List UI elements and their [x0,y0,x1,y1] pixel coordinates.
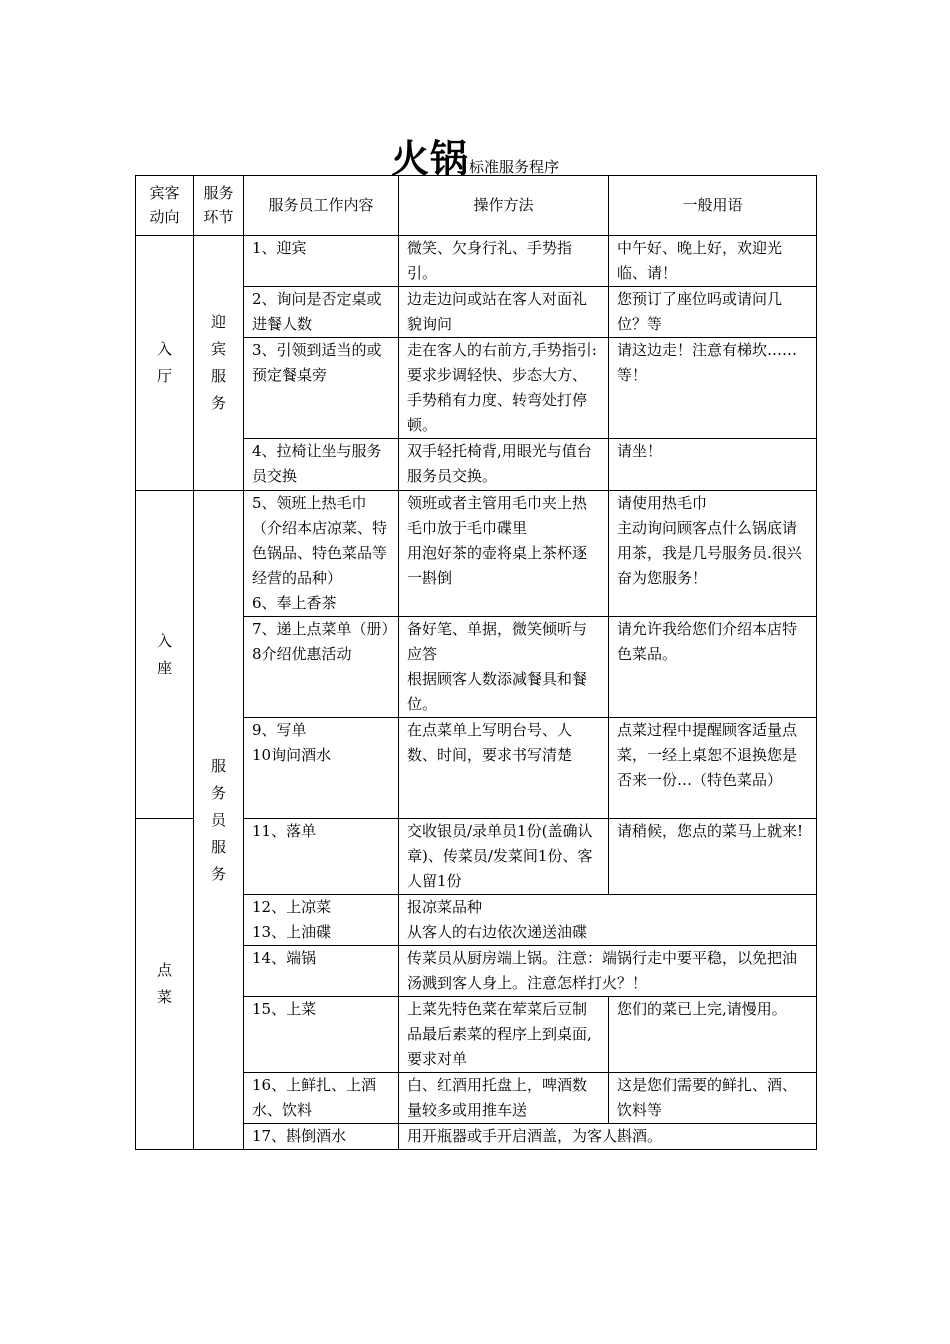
table-row [136,491,817,617]
row-method: 交收银员/录单员1份(盖确认章)、传菜员/发菜间1份、客人留1份 [399,819,609,895]
row-content-line: 8介绍优惠活动 [252,645,352,663]
row-method: 边走边问或站在客人对面礼貌询问 [399,287,609,338]
row-content: 14、端锅 [244,946,399,997]
row-phrase: 您预订了座位吗或请问几位？等 [609,287,817,338]
row-method-wide [399,895,817,946]
service-procedure-table [135,175,817,1150]
row-method-line: 从客人的右边依次递送油碟 [407,923,588,941]
row-content: 17、斟倒酒水 [244,1124,399,1150]
row-content-line: 12、上凉菜 [252,898,332,916]
row-content-line: 10询问酒水 [252,746,332,764]
row-content [244,718,399,819]
row-content-line: 7、递上点菜单（册） [252,620,397,638]
row-phrase-line: 请使用热毛巾 [617,494,708,512]
row-content-line: 5、领班上热毛巾（介绍本店凉菜、特色锅品、特色菜品等经营的品种） [252,494,388,587]
row-content-line: 13、上油碟 [252,923,332,941]
row-content: 11、落单 [244,819,399,895]
row-content: 4、拉椅让坐与服务员交换 [244,439,399,491]
row-phrase: 这是您们需要的鲜扎、酒、饮料等 [609,1073,817,1124]
row-content-line: 6、奉上香茶 [252,594,337,612]
row-method [399,617,609,718]
row-method-line: 用泡好茶的壶将桌上茶杯逐一斟倒 [407,544,588,587]
row-method: 白、红酒用托盘上，啤酒数量较多或用推车送 [399,1073,609,1124]
header-service-stage: 服务环节 [194,176,244,236]
row-method-line: 报凉菜品种 [407,898,483,916]
group-yingbin: 迎宾服务 [194,236,244,491]
row-phrase-line: 主动询问顾客点什么锅底请用茶，我是几号服务员.很兴奋为您服务！ [617,519,802,587]
row-method: 双手轻托椅背,用眼光与值台服务员交换。 [399,439,609,491]
row-method: 在点菜单上写明台号、人数、时间，要求书写清楚 [399,718,609,819]
row-content: 3、引领到适当的或预定餐桌旁 [244,338,399,439]
row-method-line: 领班或者主管用毛巾夹上热毛巾放于毛巾碟里 [407,494,588,537]
row-content: 16、上鲜扎、上酒水、饮料 [244,1073,399,1124]
group-ruzuo: 入座 [136,491,194,819]
row-content: 1、迎宾 [244,236,399,287]
header-work-content: 服务员工作内容 [244,176,399,236]
group-ruting: 入厅 [136,236,194,491]
row-method-line: 根据顾客人数添减餐具和餐位。 [407,670,588,713]
row-content: 15、上菜 [244,997,399,1073]
row-phrase: 您们的菜已上完,请慢用。 [609,997,817,1073]
row-method: 微笑、欠身行礼、手势指引。 [399,236,609,287]
row-phrase [609,491,817,617]
row-phrase: 中午好、晚上好，欢迎光临、请！ [609,236,817,287]
row-method-wide: 传菜员从厨房端上锅。注意：端锅行走中要平稳，以免把油汤溅到客人身上。注意怎样打火？！ [399,946,817,997]
row-content [244,491,399,617]
row-phrase: 请稍候，您点的菜马上就来! [609,819,817,895]
row-phrase: 请坐！ [609,439,817,491]
table-header-row [136,176,817,236]
header-guest-flow: 宾客动向 [136,176,194,236]
table-row [136,236,817,287]
header-method: 操作方法 [399,176,609,236]
header-phrases: 一般用语 [609,176,817,236]
row-content [244,895,399,946]
row-content-line: 9、写单 [252,721,307,739]
row-phrase: 点菜过程中提醒顾客适量点菜，一经上桌恕不退换您是否来一份…（特色菜品） [609,718,817,819]
row-content: 2、询问是否定桌或进餐人数 [244,287,399,338]
title-main: 火锅 [390,137,469,181]
row-method [399,491,609,617]
group-diancai: 点菜 [136,819,194,1150]
group-fuwuyuan: 服务员服务 [194,491,244,1150]
row-method-wide: 用开瓶器或手开启酒盖，为客人斟酒。 [399,1124,817,1150]
row-method: 走在客人的右前方,手势指引:要求步调轻快、步态大方、手势稍有力度、转弯处打停顿。 [399,338,609,439]
row-phrase: 请允许我给您们介绍本店特色菜品。 [609,617,817,718]
title-sub: 标准服务程序 [469,158,560,176]
row-method: 上菜先特色菜在荤菜后豆制品最后素菜的程序上到桌面,要求对单 [399,997,609,1073]
row-method-line: 备好笔、单据，微笑倾听与应答 [407,620,588,663]
row-content [244,617,399,718]
row-phrase: 请这边走！注意有梯坎……等！ [609,338,817,439]
